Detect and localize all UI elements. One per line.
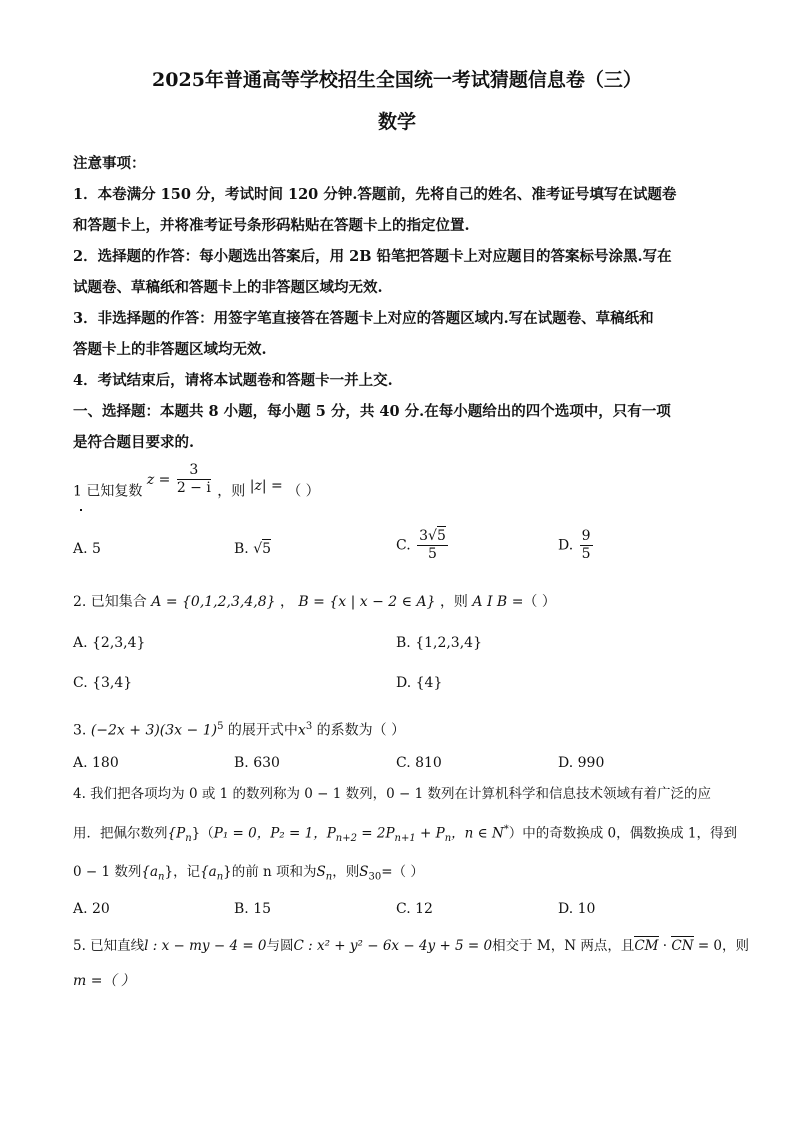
q4-option-d: D. 10 [558,901,596,917]
q5-circle-eq: C : x² + y² − 6x − 4y + 5 = 0 [293,938,493,954]
q2-text-a: 2. 已知集合 [73,594,147,610]
q4-option-b: B. 15 [234,901,272,917]
q4-text: 0 − 1 数列 [73,864,142,880]
q4-text: ，记 [173,864,201,880]
question-1 [73,462,320,509]
q3-option-a: A. 180 [73,755,119,771]
q2-set-b: B = {x | x − 2 ∈ A} [298,594,436,610]
q5-vector-cm: CM [634,935,658,957]
q1-option-b [234,538,271,560]
q4-text: 用．把佩尔数列 [73,825,168,842]
q1-option-b-label: B. [234,541,249,557]
notes-line: 1．本卷满分 150 分，考试时间 120 分钟.答题前，先将自己的姓名、准考证号填写在试题卷 [73,186,677,203]
question-4-line-3: 0 − 1 数列$\{a_n\}$，记$\{a_n\}$的前 n 项和为$S_n$，则$S_{30}=$（ ） [73,864,424,883]
q1-mid: ，则 [217,483,246,500]
notes-line: 和答题卡上，并将准考证号条形码粘贴在答题卡上的指定位置. [73,217,470,234]
notes-section [73,148,723,458]
question-2 [73,591,556,613]
notes-heading: 注意事项： [73,155,146,172]
q4-text: =（ ） [381,864,424,880]
stray-dot [80,509,82,511]
q5-cond: = 0 [693,938,723,954]
q1-prefix: 1 已知复数 [73,483,143,500]
q2-comma: ， [279,594,294,610]
q1-option-a: A. 5 [73,541,101,557]
notes-line: 3．非选择题的作答：用签字笔直接答在答题卡上对应的答题区域内.写在试题卷、草稿纸和 [73,310,654,327]
q1-option-d-frac [580,528,593,563]
q5-line-eq: l : x − my − 4 = 0 [144,938,267,954]
q5-vector-cn: CN [671,935,693,957]
q3-option-c: C. 810 [396,755,442,771]
q1-option-c-label: C. [396,537,411,554]
q1-option-c-coef: 3 [419,528,429,544]
q1-option-c-frac [417,528,448,563]
q1-den: 2 − i [176,480,211,496]
q4-s30-sub: 30 [368,871,382,883]
q3-term: x [297,722,306,739]
q5-text: 相交于 M，N 两点，且 [492,938,635,954]
q4-pell-set: {P [167,825,186,842]
q1-option-c-rad: 5 [436,528,446,544]
q2-text-b: ，则 [439,594,468,610]
q4-text: ，则 [332,864,360,880]
q1-z-eq: z = [146,471,171,488]
q3-option-b: B. 630 [234,755,280,771]
q2-set-a: A = {0,1,2,3,4,8} [151,594,276,610]
q1-fraction [177,462,211,497]
q4-text: 的前 n 项和为 [231,864,317,880]
q4-pell-rec2: + P [415,825,445,842]
q4-pell-init: P₁ = 0，P₂ = 1，P [213,825,336,842]
notes-line: 答题卡上的非答题区域均无效. [73,341,267,358]
q5-text: 与圆 [266,938,294,954]
q1-option-d-num: 9 [581,528,591,544]
q3-text-b: 的系数为（ ） [316,722,406,739]
q3-text-a: 的展开式中 [227,722,298,739]
q5-answer-prompt: m =（ ） [73,973,135,989]
q4-pell-rec: = 2P [356,825,395,842]
q4-option-a: A. 20 [73,901,110,917]
notes-line: 4．考试结束后，请将本试题卷和答题卡一并上交. [73,372,393,389]
q3-option-d: D. 990 [558,755,605,771]
q2-option-a: A. {2,3,4} [73,635,146,651]
q4-an: {a [200,864,217,880]
q3-exp: 5 [217,721,224,732]
q1-option-c-num [417,528,448,546]
sqrt-icon: √ [253,541,263,557]
q1-option-d-label: D. [558,537,574,554]
section-heading-cont: 是符合题目要求的. [73,434,195,451]
q1-num: 3 [177,462,211,480]
q2-expr: A I B [472,594,508,610]
question-5-line-2 [73,970,135,992]
q4-s30: S [359,864,369,880]
q4-n-domain: ，n ∈ N [451,825,504,842]
q5-dot: · [658,938,672,954]
q1-option-c-den: 5 [428,546,437,562]
sqrt-icon: √ [428,528,437,544]
q1-option-d [558,528,595,563]
q4-text: ）中的奇数换成 0，偶数换成 1，得到 [508,825,738,842]
q4-text: }（ [191,825,214,842]
q1-abs: |z| = [249,477,283,494]
q3-expr: (−2x + 3)(3x − 1) [90,722,218,739]
notes-line: 试题卷、草稿纸和答题卡上的非答题区域均无效. [73,279,383,296]
q1-option-b-rad: 5 [262,541,272,557]
q4-option-c: C. 12 [396,901,433,917]
q1-tail: （ ） [287,483,320,500]
q5-text: ，则 [722,938,750,954]
section-heading: 一、选择题：本题共 8 小题，每小题 5 分，共 40 分.在每小题给出的四个选项中，只有一项 [73,403,671,420]
q2-text-c: =（ ） [511,594,556,610]
question-5-line-1 [73,935,749,957]
notes-line: 2．选择题的作答：每小题选出答案后，用 2B 铅笔把答题卡上对应题目的答案标号涂黑.写在 [73,248,672,265]
q1-option-c [396,528,450,563]
q1-option-d-den: 5 [581,546,591,562]
q3-term-exp: 3 [305,721,313,732]
subject-title: 数学 [377,111,416,133]
question-4-line-2: 用．把佩尔数列$\{P_n\}(P_1 = 0$，P₂ = 1，$P_{n+2} = 2P_{n+1} + P_n$，n ∈ N*）中的奇数换成 0，偶数换成 1，得到 [73,824,738,845]
q2-option-d: D. {4} [396,675,443,691]
q2-option-c: C. {3,4} [73,675,133,691]
question-4-line-1: 4. 我们把各项均为 0 或 1 的数列称为 0 − 1 数列，0 − 1 数列在计算机科学和信息技术领域有着广泛的应 [73,786,712,802]
q5-text: 5. 已知直线 [73,938,145,954]
q2-option-b: B. {1,2,3,4} [396,635,482,651]
q4-sn: S [316,864,326,880]
question-3: 3. $(-2x + 3)(3x - 1)^5$ 的展开式中$x^3$ 的系数为（ ） [73,721,406,739]
q4-an: {a [141,864,159,880]
page-title: 2025年普通高等学校招生全国统一考试猜题信息卷（三） [152,69,642,91]
